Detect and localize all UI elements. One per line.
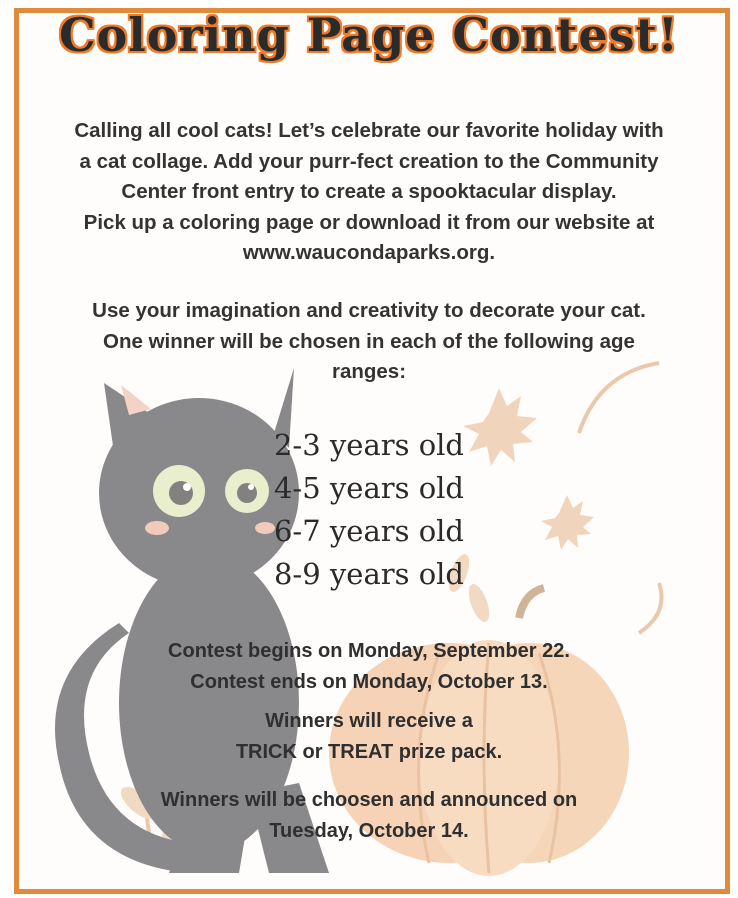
intro-line: Center front entry to create a spooktacular display. [121,180,617,203]
intro-line: Pick up a coloring page or download it from our website at [83,210,655,234]
begin-date: Contest begins on Monday, September 22. [168,640,570,662]
age-range-item: 6-7 years old [273,514,464,548]
intro-line: a cat collage. Add your purr-fect creation to the Community [79,149,659,173]
instructions-line: ranges: [331,360,407,383]
intro-line: Calling all cool cats! Let’s celebrate our favorite holiday with [74,119,664,142]
age-range-item: 4-5 years old [273,471,464,505]
instructions-line: One winner will be chosen in each of the following age [103,329,635,353]
end-date: Contest ends on Monday, October 13. [190,670,548,693]
age-range-item: 8-9 years old [273,557,464,591]
instructions-paragraph [30,296,708,388]
intro-paragraph [30,116,708,269]
instructions-line: Use your imagination and creativity to decorate your cat. [92,299,646,322]
prize-info [30,706,708,767]
announcement-info [30,785,708,846]
contest-dates [30,636,708,697]
age-range-list [180,424,558,596]
prize-line: Winners will receive a [265,710,473,732]
page-title: Coloring Page Contest! [59,8,679,62]
prize-line: TRICK or TREAT prize pack. [235,740,503,763]
announcement-date: Tuesday, October 14. [269,819,469,842]
announcement-line: Winners will be choosen and announced on [160,789,578,811]
age-range-item: 2-3 years old [273,428,464,462]
website-link[interactable]: www.waucondaparks.org. [242,241,496,264]
